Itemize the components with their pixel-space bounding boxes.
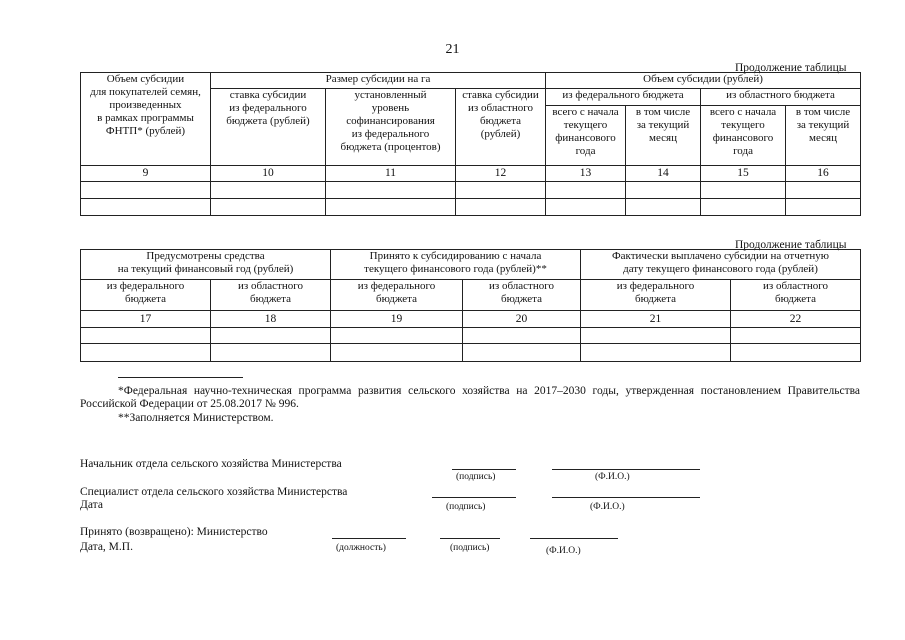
fio-caption: (Ф.И.О.) — [546, 546, 581, 556]
fio-caption: (Ф.И.О.) — [590, 502, 625, 512]
head-of-department-label: Начальник отдела сельского хозяйства Министерства — [80, 458, 342, 470]
header-planned-federal: из федерального бюджета — [81, 280, 211, 311]
table-cell[interactable] — [331, 344, 463, 362]
table-cell[interactable] — [731, 328, 861, 344]
table-cell[interactable] — [546, 199, 626, 216]
specialist-signature-line[interactable] — [432, 497, 516, 498]
table-cell[interactable] — [211, 199, 326, 216]
header-fed-this-month: в том числе за текущий месяц — [626, 106, 701, 166]
table-cell[interactable] — [701, 199, 786, 216]
column-number: 13 — [546, 166, 626, 182]
continuation-label-1: Продолжение таблицы — [735, 62, 847, 74]
header-paid-subsidy: Фактически выплачено субсидии на отчетную дату текущего финансового года (рублей) — [581, 250, 861, 280]
header-rate-per-ha: Размер субсидии на га — [211, 73, 546, 89]
header-regional-rate: ставка субсидии из областного бюджета (рублей) — [456, 89, 546, 166]
accepted-signature-line[interactable] — [440, 538, 500, 539]
accepted-fio-line[interactable] — [530, 538, 618, 539]
table-cell[interactable] — [581, 328, 731, 344]
header-paid-federal: из федерального бюджета — [581, 280, 731, 311]
header-planned-regional: из областного бюджета — [211, 280, 331, 311]
continuation-label-2: Продолжение таблицы — [735, 239, 847, 251]
header-paid-regional: из областного бюджета — [731, 280, 861, 311]
subsidy-table-1 — [80, 72, 861, 216]
header-subsidy-volume: Объем субсидии (рублей) — [546, 73, 861, 89]
table-cell[interactable] — [211, 344, 331, 362]
table-cell[interactable] — [456, 199, 546, 216]
column-number: 11 — [326, 166, 456, 182]
accepted-position-line[interactable] — [332, 538, 406, 539]
table-row — [81, 182, 861, 199]
table-cell[interactable] — [456, 182, 546, 199]
column-number: 15 — [701, 166, 786, 182]
table-cell[interactable] — [81, 328, 211, 344]
footnote-separator — [118, 377, 243, 378]
table-cell[interactable] — [81, 199, 211, 216]
head-fio-line[interactable] — [552, 469, 700, 470]
table-cell[interactable] — [326, 182, 456, 199]
signature-caption: (подпись) — [450, 543, 490, 553]
column-number: 9 — [81, 166, 211, 182]
header-accepted-federal: из федерального бюджета — [331, 280, 463, 311]
head-signature-line[interactable] — [452, 469, 516, 470]
table-cell[interactable] — [546, 182, 626, 199]
header-planned-funds: Предусмотрены средства на текущий финансовый год (рублей) — [81, 250, 331, 280]
fio-caption: (Ф.И.О.) — [595, 472, 630, 482]
table-cell[interactable] — [81, 344, 211, 362]
column-number: 22 — [731, 311, 861, 328]
table-cell[interactable] — [326, 199, 456, 216]
subsidy-table-2 — [80, 249, 861, 362]
column-numbers-row — [81, 166, 861, 182]
column-number: 20 — [463, 311, 581, 328]
header-federal-rate: ставка субсидии из федерального бюджета (рублей) — [211, 89, 326, 166]
signature-caption: (подпись) — [456, 472, 496, 482]
column-number: 10 — [211, 166, 326, 182]
table-cell[interactable] — [581, 344, 731, 362]
header-federal-budget: из федерального бюджета — [546, 89, 701, 106]
table-cell[interactable] — [463, 344, 581, 362]
accepted-label: Принято (возвращено): Министерство — [80, 526, 268, 538]
table-cell[interactable] — [626, 182, 701, 199]
date-label: Дата — [80, 499, 103, 511]
specialist-fio-line[interactable] — [552, 497, 700, 498]
specialist-label: Специалист отдела сельского хозяйства Министерства — [80, 486, 348, 498]
column-number: 21 — [581, 311, 731, 328]
table-cell[interactable] — [626, 199, 701, 216]
header-fed-since-start: всего с начала текущего финансового года — [546, 106, 626, 166]
header-subsidy-volume-fntp: Объем субсидии для покупателей семян, произведенных в рамках программы ФНТП* (рублей) — [81, 73, 211, 166]
table-cell[interactable] — [211, 328, 331, 344]
table-row — [81, 199, 861, 216]
table-cell[interactable] — [786, 199, 861, 216]
header-accepted-subsidy: Принято к субсидированию с начала текущего финансового года (рублей)** — [331, 250, 581, 280]
table-cell[interactable] — [701, 182, 786, 199]
table-cell[interactable] — [731, 344, 861, 362]
page-number: 21 — [445, 42, 460, 57]
footnote-ministry: **Заполняется Министерством. — [118, 412, 274, 424]
table-cell[interactable] — [211, 182, 326, 199]
column-number: 12 — [456, 166, 546, 182]
footnote-fntp: *Федеральная научно-техническая программа развития сельского хозяйства на 2017–2030 годы, утвержденная постановлением Правительства Российской Федерации от 25.08.2017 № 996. — [80, 385, 860, 410]
column-numbers-row — [81, 311, 861, 328]
column-number: 19 — [331, 311, 463, 328]
position-caption: (должность) — [336, 543, 386, 553]
column-number: 14 — [626, 166, 701, 182]
signature-caption: (подпись) — [446, 502, 486, 512]
column-number: 18 — [211, 311, 331, 328]
date-stamp-label: Дата, М.П. — [80, 541, 133, 553]
table-cell[interactable] — [463, 328, 581, 344]
table-row — [81, 344, 861, 362]
header-cofinancing-level: установленный уровень софинансирования из федерального бюджета (процентов) — [326, 89, 456, 166]
table-cell[interactable] — [786, 182, 861, 199]
table-cell[interactable] — [331, 328, 463, 344]
header-reg-this-month: в том числе за текущий месяц — [786, 106, 861, 166]
column-number: 17 — [81, 311, 211, 328]
table-row — [81, 328, 861, 344]
table-cell[interactable] — [81, 182, 211, 199]
column-number: 16 — [786, 166, 861, 182]
header-regional-budget: из областного бюджета — [701, 89, 861, 106]
header-accepted-regional: из областного бюджета — [463, 280, 581, 311]
header-reg-since-start: всего с начала текущего финансового года — [701, 106, 786, 166]
